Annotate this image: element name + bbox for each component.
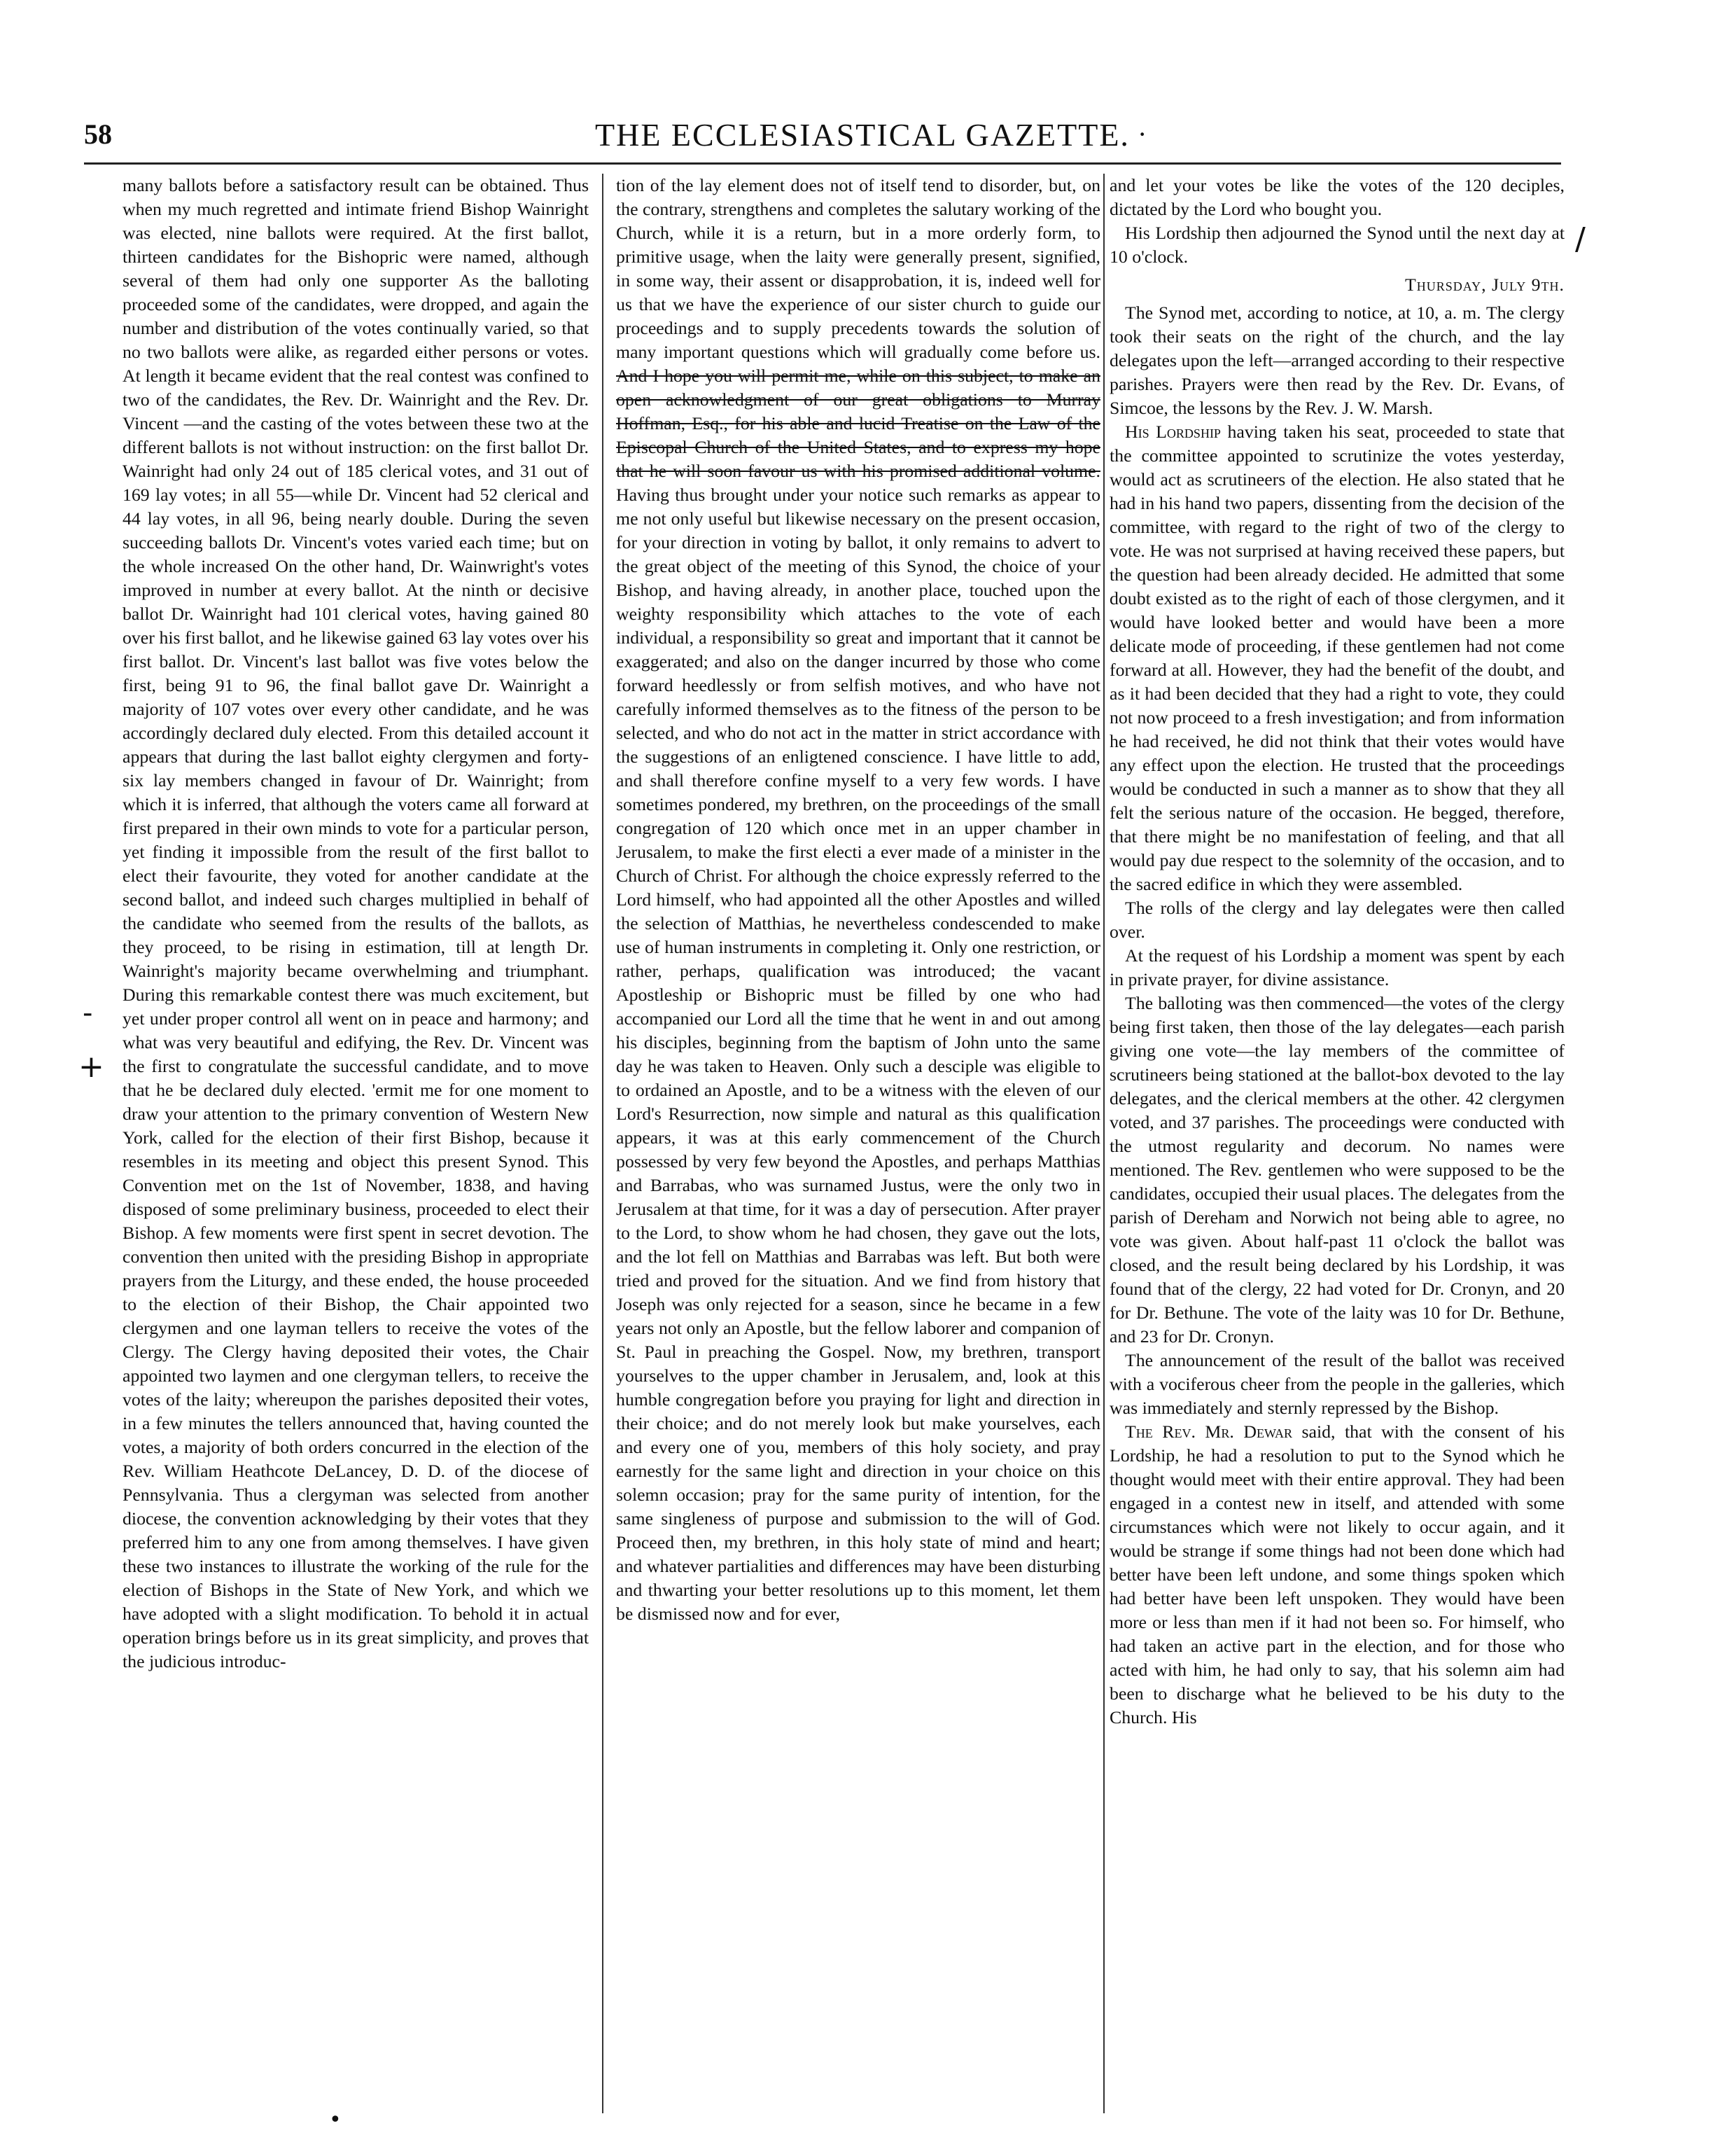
speaker-name: His Lordship bbox=[1125, 422, 1221, 442]
struck-through-text: And I hope you will permit me, while on this subject, to make an open acknowledgment of our great obligations to Murray Hoffman, Esq., for his able and lucid Treatise on the Law of the Episcopal Church of the United States, and to express my hope that he will soon favour us with his promised additional volume. bbox=[616, 366, 1100, 481]
paragraph bbox=[616, 174, 1100, 1626]
header-mark: · bbox=[1138, 118, 1147, 150]
column-1 bbox=[123, 174, 589, 2120]
margin-slash-mark: / bbox=[1575, 221, 1586, 257]
paragraph: The announcement of the result of the ballot was received with a vociferous cheer from the people in the galleries, which was immediately and sternly repressed by the Bishop. bbox=[1110, 1350, 1565, 1418]
margin-cross-mark: + bbox=[78, 1049, 104, 1085]
paragraph-text: said, that with the consent of his Lordship, he had a resolution to put to the Synod which he thought would meet with their entire approval. They had been engaged in a contest new in itself, and attended with some circumstances which were not likely to occur again, and it would be strange if some things had not been done which had better have been left undone, and some things spoken which had better have been left unspoken. They would have been more or less than men if it had not been so. For himself, who had taken an active part in the election, and for those who acted with him, he had only to say, that his solemn aim had been to discharge what he believed to be his duty to the Church. His bbox=[1110, 1421, 1565, 1727]
column-divider bbox=[1103, 174, 1105, 2113]
paragraph-text: having taken his seat, proceeded to state that the committee appointed to scrutinize the votes yesterday, would act as scrutineers of the election. He also stated that he had in his hand two papers, dissenting from the decision of the committee, with regard to the right of two of the clergy to vote. He was not surprised at having received these papers, but the question had been already decided. He admitted that some doubt existed as to the right of each of those clergymen, and it would have looked better and would have been a more delicate mode of proceeding, if these gentlemen had not come forward at all. However, they had the benefit of the doubt, and as it had been decided that they had a right to vote, they could not now proceed to a fresh investigation; and from information he had received, he did not think that their votes would have any effect upon the election. He trusted that the proceedings would be conducted in such a manner as to show that they all felt the serious nature of the occasion. He begged, therefore, that there might be no manifestation of feeling, and that all would pay due respect to the solemnity of the occasion, and to the sacred edifice in which they were assembled. bbox=[1110, 422, 1565, 894]
date-heading: Thursday, July 9th. bbox=[1404, 274, 1565, 295]
paragraph: His Lordship then adjourned the Synod until the next day at 10 o'clock. bbox=[1110, 223, 1565, 267]
column-3 bbox=[1110, 174, 1565, 2120]
ink-dot-mark: • bbox=[329, 2108, 342, 2132]
header-rule bbox=[84, 162, 1561, 165]
paragraph: The Synod met, according to notice, at 10, a. m. The clergy took their seats on the right of the church, and the lay delegates upon the left—arranged according to their respective parishes. Prayers were then read by the Rev. Dr. Evans, of Simcoe, the lessons by the Rev. J. W. Marsh. bbox=[1110, 302, 1565, 418]
paragraph bbox=[1110, 1420, 1565, 1730]
column-divider bbox=[602, 174, 603, 2113]
page-number: 58 bbox=[84, 118, 112, 150]
paragraph bbox=[1110, 420, 1565, 896]
paragraph: many ballots before a satisfactory result can be obtained. Thus when my much regretted and intimate friend Bishop Wainright was elected, nine ballots were required. At the first ballot, thirteen candidates for the Bishopric were named, although several of them had only one supporter As the balloting proceeded some of the candidates, were dropped, and again the number and distribution of the votes continually varied, so that no two ballots were alike, as regarded either persons or votes. At length it became evident that the real contest was confined to two of the candidates, the Rev. Dr. Wainright and the Rev. Dr. Vincent —and the casting of the votes between these two at the different ballots is not without instruction: on the first ballot Dr. Wainright had only 24 out of 185 clerical votes, and 31 out of 169 lay votes; in all 55—while Dr. Vincent had 52 clerical and 44 lay votes, in all 96, being nearly double. During the seven succeeding ballots Dr. Vincent's votes varied each time; but on the whole increased On the other hand, Dr. Wainwright's votes improved in number at every ballot. At the ninth or decisive ballot Dr. Wainright had 101 clerical votes, having gained 80 over his first ballot, and he likewise gained 63 lay votes over his first ballot. Dr. Vincent's last ballot was five votes below the first, being 91 to 96, the final ballot gave Dr. Wainright a majority of 107 votes over every other candidate, and he was accordingly declared duly elected. From this detailed account it appears that during the last ballot eighty clergymen and forty-six lay members changed in favour of Dr. Wainright; from which it is inferred, that although the voters came all forward at first prepared in their own minds to vote for a particular person, yet finding it impossible from the result of the first ballot to elect their favourite, they voted for another candidate at the second ballot, and indeed such charges multiplied in behalf of the candidate who seemed from the results of the ballots, as they proceed, to be rising in estimation, till at length Dr. Wainright's majority became overwhelming and triumphant. During this remarkable contest there was much excitement, but yet under proper control all went on in peace and harmony; and what was very beautiful and edifying, the Rev. Dr. Vincent was the first to congratulate the successful candidate, and to move that he be declared duly elected. 'ermit me for one moment to draw your attention to the primary convention of Western New York, called for the election of their first Bishop, because it resembles in its meeting and object this present Synod. This Convention met on the 1st of November, 1838, and having disposed of some preliminary business, proceeded to elect their Bishop. A few moments were first spent in secret devotion. The convention then united with the presiding Bishop in appropriate prayers from the Liturgy, and these ended, the house proceeded to the election of their Bishop, the Chair appointed two clergymen and one layman tellers to receive the votes of the Clergy. The Clergy having deposited their votes, the Chair appointed two laymen and one clergyman tellers, to receive the votes of the laity; whereupon the parishes deposited their votes, in a few minutes the tellers announced that, having counted the votes, a majority of both orders concurred in the election of the Rev. William Heathcote DeLancey, D. D. of the diocese of Pennsylvania. Thus a clergyman was selected from another diocese, the convention acknowledging by their votes that they preferred him to any one from among themselves. I have given these two instances to illustrate the working of the rule for the election of Bishops in the State of New York, and which we have adopted with a slight modification. To behold it in actual operation brings before us in its great simplicity, and proves that the judicious introduc- bbox=[123, 175, 589, 1671]
paragraph-text: Having thus brought under your notice such remarks as appear to me not only useful but likewise necessary on the present occasion, for your direction in voting by ballot, it only remains to advert to the great object of the meeting of this Synod, the choice of your Bishop, and having already, in another place, touched upon the weighty responsibility which attaches to the vote of each individual, a responsibility so great and important that it cannot be exaggerated; and also on the danger incurred by those who come forward heedlessly or from selfish motives, and who have not carefully informed themselves as to the fitness of the person to be selected, and who do not act in the matter in strict accordance with the suggestions of an enligtened conscience. I have little to add, and shall therefore confine myself to a very few words. I have sometimes pondered, my brethren, on the proceedings of the small congregation of 120 which once met in an upper chamber in Jerusalem, to make the first electi a ever made of a minister in the Church of Christ. For although the choice expressly referred to the Lord himself, who had appointed all the other Apostles and willed the selection of Matthias, he nevertheless condescended to make use of human instruments in completing it. Only one restriction, or rather, perhaps, qualification was introduced; the vacant Apostleship or Bishopric must be filled by one who had accompanied our Lord all the time that he went in and out among his disciples, beginning from the baptism of John unto the same day he was taken to Heaven. Only such a desciple was eligible to to ordained an Apostle, and to be a witness with the eleven of our Lord's Resurrection, now simple and natural as this qualification appears, it was at this early commencement of the Church possessed by very few beyond the Apostles, and perhaps Matthias and Barrabas, who was surnamed Justus, were the only two in Jerusalem at that time, for it was a day of persecution. After prayer to the Lord, to show whom he had chosen, they gave out the lots, and the lot fell on Matthias and Barrabas was left. But both were tried and proved for the situation. And we find from history that Joseph was only rejected for a season, since he became in a few years not only an Apostle, but the fellow laborer and companion of St. Paul in preaching the Gospel. Now, my brethren, transport yourselves to the upper chamber in Jerusalem, and, look at this humble congregation before you praying for light and direction in their choice; and do not merely look but make yourselves, each and every one of you, members of this holy society, and pray earnestly for the same light and direction in your choice on this solemn occasion; pray for the same purity of intention, for the same singleness of purpose and submission to the will of God. Proceed then, my brethren, in this holy state of mind and heart; and whatever partialities and differences may have been disturbing and thwarting your better resolutions up to this moment, let them be dismissed now and for ever, bbox=[616, 485, 1100, 1624]
paragraph: At the request of his Lordship a moment was spent by each in private prayer, for divine assistance. bbox=[1110, 945, 1565, 989]
margin-dash-mark: - bbox=[83, 997, 93, 1029]
paragraph: and let your votes be like the votes of the 120 deciples, dictated by the Lord who bought you. bbox=[1110, 175, 1565, 219]
speaker-name: The Rev. Mr. Dewar bbox=[1125, 1421, 1292, 1442]
column-2 bbox=[616, 174, 1100, 2120]
newspaper-title: THE ECCLESIASTICAL GAZETTE. bbox=[595, 117, 1130, 153]
page-header bbox=[84, 118, 1561, 157]
paragraph: The rolls of the clergy and lay delegates were then called over. bbox=[1110, 898, 1565, 942]
paragraph: The balloting was then commenced—the votes of the clergy being first taken, then those of the lay delegates—each parish giving one vote—the lay members of the committee of scrutineers being stationed at the ballot-box devoted to the lay delegates, and the clerical members at the other. 42 clergymen voted, and 37 parishes. The proceedings were conducted with the utmost regularity and decorum. No names were mentioned. The Rev. gentlemen who were supposed to be the candidates, occupied their usual places. The delegates from the parish of Dereham and Norwich not being able to agree, no vote was given. About half-past 11 o'clock the ballot was closed, and the result being declared by his Lordship, it was found that of the clergy, 22 had voted for Dr. Cronyn, and 20 for Dr. Bethune. The vote of the laity was 10 for Dr. Bethune, and 23 for Dr. Cronyn. bbox=[1110, 993, 1565, 1347]
paragraph-text: tion of the lay element does not of itself tend to disorder, but, on the contrary, strengthens and completes the salutary working of the Church, while it is a return, but in a more orderly form, to primitive usage, when the laity were generally present, signified, in some way, their assent or disapprobation, it is, indeed well for us that we have the experience of our sister church to guide our proceedings and to supply precedents towards the solution of many important questions which will gradually come before us. bbox=[616, 175, 1100, 362]
